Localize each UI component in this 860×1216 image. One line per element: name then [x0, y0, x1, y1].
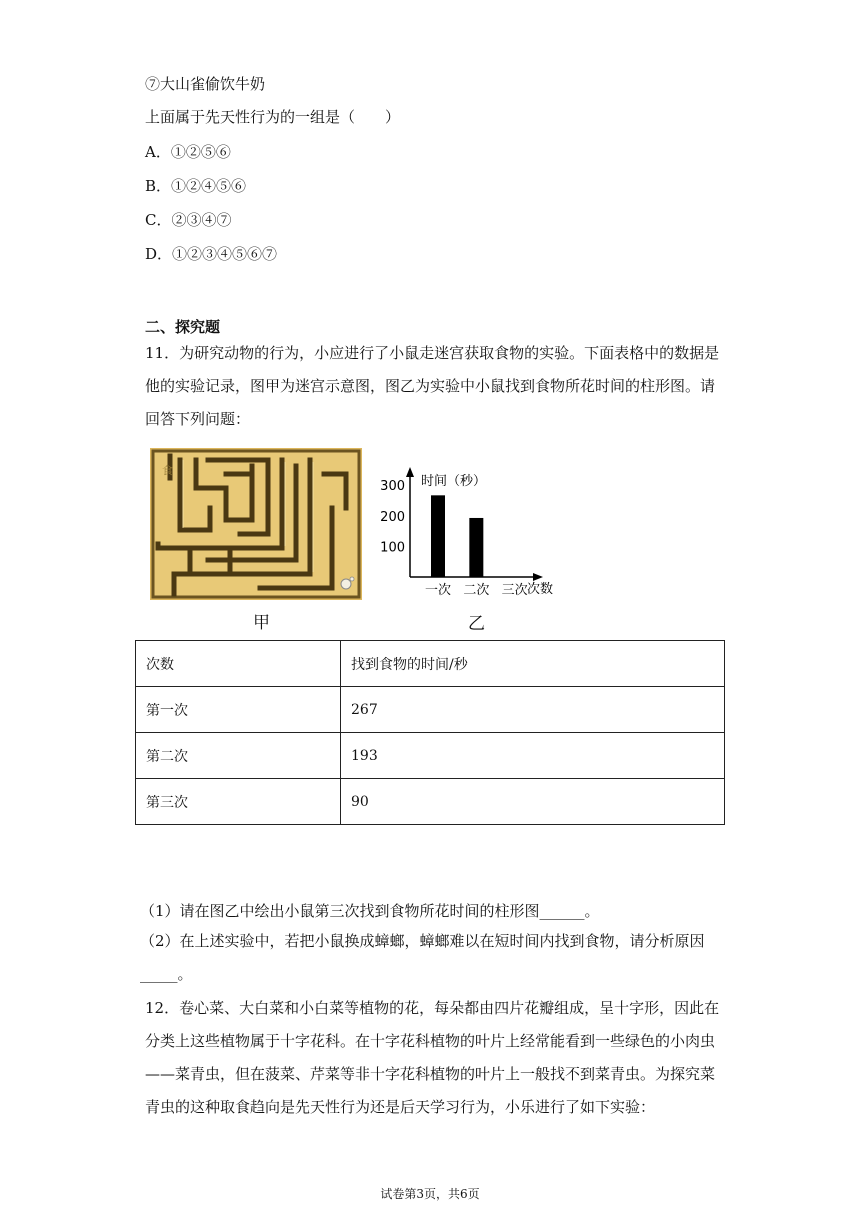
bar-chart [375, 465, 575, 605]
x-axis-label: 次数 [527, 582, 554, 597]
x-tick-label: 二次 [463, 583, 490, 598]
q11-sub2 [140, 925, 730, 991]
mouse-icon [341, 579, 351, 589]
q10-option-c: C．②③④⑦ [145, 211, 232, 229]
table-cell: 第一次 [136, 687, 341, 733]
q11-sub1: （1）请在图乙中绘出小鼠第三次找到食物所花时间的柱形图______。 [140, 902, 600, 920]
table-cell: 90 [341, 779, 725, 825]
table-header-cell: 找到食物的时间/秒 [341, 641, 725, 687]
q12-line-1: 12．卷心菜、大白菜和小白菜等植物的花，每朵都由四片花瓣组成，呈十字形，因此在 [145, 999, 720, 1017]
x-tick-label: 一次 [424, 583, 452, 598]
maze-food-mark: 食 [162, 464, 173, 477]
table-header-cell: 次数 [136, 641, 341, 687]
x-tick-label: 三次 [501, 583, 528, 598]
q12-line-2: 分类上这些植物属于十字花科。在十字花科植物的叶片上经常能看到一些绿色的小肉虫 [145, 1032, 716, 1050]
page-footer: 试卷第3页，共6页 [380, 1187, 480, 1201]
q10-item-7: ⑦大山雀偷饮牛奶 [145, 75, 266, 93]
y-tick-label: 100 [380, 540, 405, 556]
y-tick-label: 200 [380, 509, 405, 525]
q12-line-3: ——菜青虫，但在菠菜、芹菜等非十字花科植物的叶片上一般找不到菜青虫。为探究菜 [145, 1065, 716, 1083]
y-tick-label: 300 [380, 479, 405, 495]
table-row [136, 733, 725, 779]
table-header-row [136, 641, 725, 687]
q10-option-b: B．①②④⑤⑥ [145, 177, 247, 195]
data-table [135, 640, 725, 825]
bar [469, 518, 483, 577]
q11-intro-line-3: 回答下列问题： [145, 410, 251, 428]
x-axis-arrow [533, 573, 543, 581]
q11-intro-line-1: 11．为研究动物的行为，小应进行了小鼠走迷宫获取食物的实验。下面表格中的数据是 [145, 344, 720, 362]
q11-intro [145, 337, 725, 436]
q10-stem: 上面属于先天性行为的一组是（ ） [145, 108, 401, 126]
figure-yi-caption: 乙 [468, 614, 485, 634]
table-cell: 第三次 [136, 779, 341, 825]
table-cell: 193 [341, 733, 725, 779]
q11-sub2-line-2: _____。 [140, 965, 193, 983]
q11-sub2-line-1: （2）在上述实验中，若把小鼠换成蟑螂，蟑螂难以在短时间内找到食物，请分析原因 [140, 932, 705, 950]
q12-line-4: 青虫的这种取食趋向是先天性行为还是后天学习行为，小乐进行了如下实验： [145, 1098, 656, 1116]
table-cell: 第二次 [136, 733, 341, 779]
maze-figure [150, 448, 362, 600]
y-axis-arrow [406, 467, 414, 477]
q11-intro-line-2: 他的实验记录，图甲为迷宫示意图，图乙为实验中小鼠找到食物所花时间的柱形图。请 [145, 377, 716, 395]
y-axis-label: 时间（秒） [421, 474, 487, 489]
q10-option-a: A．①②⑤⑥ [145, 143, 231, 161]
table-cell: 267 [341, 687, 725, 733]
q12-text [145, 992, 725, 1124]
figure-jia-caption: 甲 [253, 613, 270, 633]
table-row [136, 687, 725, 733]
section-title: 二、探究题 [145, 318, 221, 336]
bar [431, 495, 445, 577]
table-row [136, 779, 725, 825]
q10-option-d: D．①②③④⑤⑥⑦ [145, 245, 278, 263]
